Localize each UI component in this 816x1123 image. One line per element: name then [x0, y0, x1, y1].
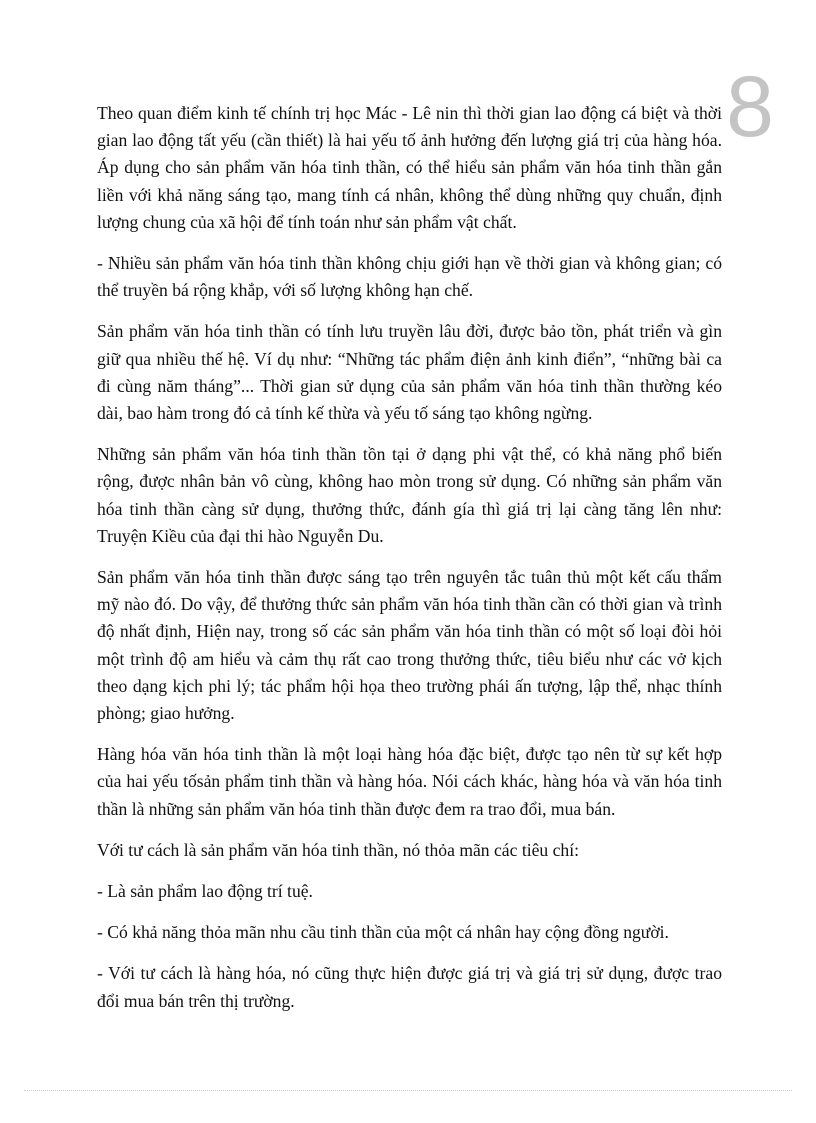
document-body — [97, 100, 722, 1029]
list-item-1: - Là sản phẩm lao động trí tuệ. — [97, 881, 313, 902]
list-item-3: - Với tư cách là hàng hóa, nó cũng thực hiện được giá trị và giá trị sử dụng, được trao đổi mua bán trên thị trường. — [97, 963, 722, 1011]
page-bottom-divider — [24, 1090, 792, 1091]
paragraph-4: Những sản phẩm văn hóa tinh thần tồn tại ở dạng phi vật thể, có khả năng phổ biến rộng, được nhân bản vô cùng, không hao mòn trong sử dụng. Có những sản phẩm văn hóa tinh thần càng sử dụng, thưởng thức, đánh gía thì giá trị lại càng tăng lên như: Truyện Kiều của đại thi hào Nguyễn Du. — [97, 444, 722, 546]
paragraph-3: Sản phẩm văn hóa tinh thần có tính lưu truyền lâu đời, được bảo tồn, phát triển và gìn giữ qua nhiều thế hệ. Ví dụ như: “Những tác phẩm điện ảnh kinh điển”, “những bài ca đi cùng năm tháng”... Thời gian sử dụng của sản phẩm văn hóa tinh thần thường kéo dài, bao hàm trong đó cả tính kế thừa và yếu tố sáng tạo không ngừng. — [97, 321, 722, 424]
paragraph-5: Sản phẩm văn hóa tinh thần được sáng tạo trên nguyên tắc tuân thủ một kết cấu thẩm mỹ nào đó. Do vậy, để thưởng thức sản phẩm văn hóa tinh thần cần có thời gian và trình độ nhất định, Hiện nay, trong số các sản phẩm văn hóa tinh thần có một số loại đòi hỏi một trình độ am hiểu và cảm thụ rất cao trong thưởng thức, tiêu biểu như các vở kịch theo dạng kịch phi lý; tác phẩm hội họa theo trường phái ấn tượng, lập thể, nhạc thính phòng; giao hưởng. — [97, 567, 722, 724]
paragraph-6: Hàng hóa văn hóa tinh thần là một loại hàng hóa đặc biệt, được tạo nên từ sự kết hợp của hai yếu tốsản phẩm tinh thần và hàng hóa. Nói cách khác, hàng hóa và văn hóa tinh thần là những sản phẩm văn hóa tinh thần được đem ra trao đổi, mua bán. — [97, 744, 722, 819]
paragraph-7: Với tư cách là sản phẩm văn hóa tinh thần, nó thỏa mãn các tiêu chí: — [97, 839, 579, 860]
paragraph-1: Theo quan điểm kinh tế chính trị học Mác - Lê nin thì thời gian lao động cá biệt và thời gian lao động tất yếu (cần thiết) là hai yếu tố ảnh hưởng đến lượng giá trị của hàng hóa. Áp dụng cho sản phẩm văn hóa tinh thần, có thể hiểu sản phẩm văn hóa tinh thần gắn liền với khả năng sáng tạo, mang tính cá nhân, không thể dùng những quy chuẩn, định lượng chung của xã hội để tính toán như sản phẩm vật chất. — [97, 103, 722, 232]
list-item-2: - Có khả năng thỏa mãn nhu cầu tinh thần của một cá nhân hay cộng đồng người. — [97, 922, 669, 943]
paragraph-2: - Nhiều sản phẩm văn hóa tinh thần không chịu giới hạn về thời gian và không gian; có thể truyền bá rộng khắp, với số lượng không hạn chế. — [97, 253, 722, 301]
page-number: 8 — [726, 59, 774, 155]
